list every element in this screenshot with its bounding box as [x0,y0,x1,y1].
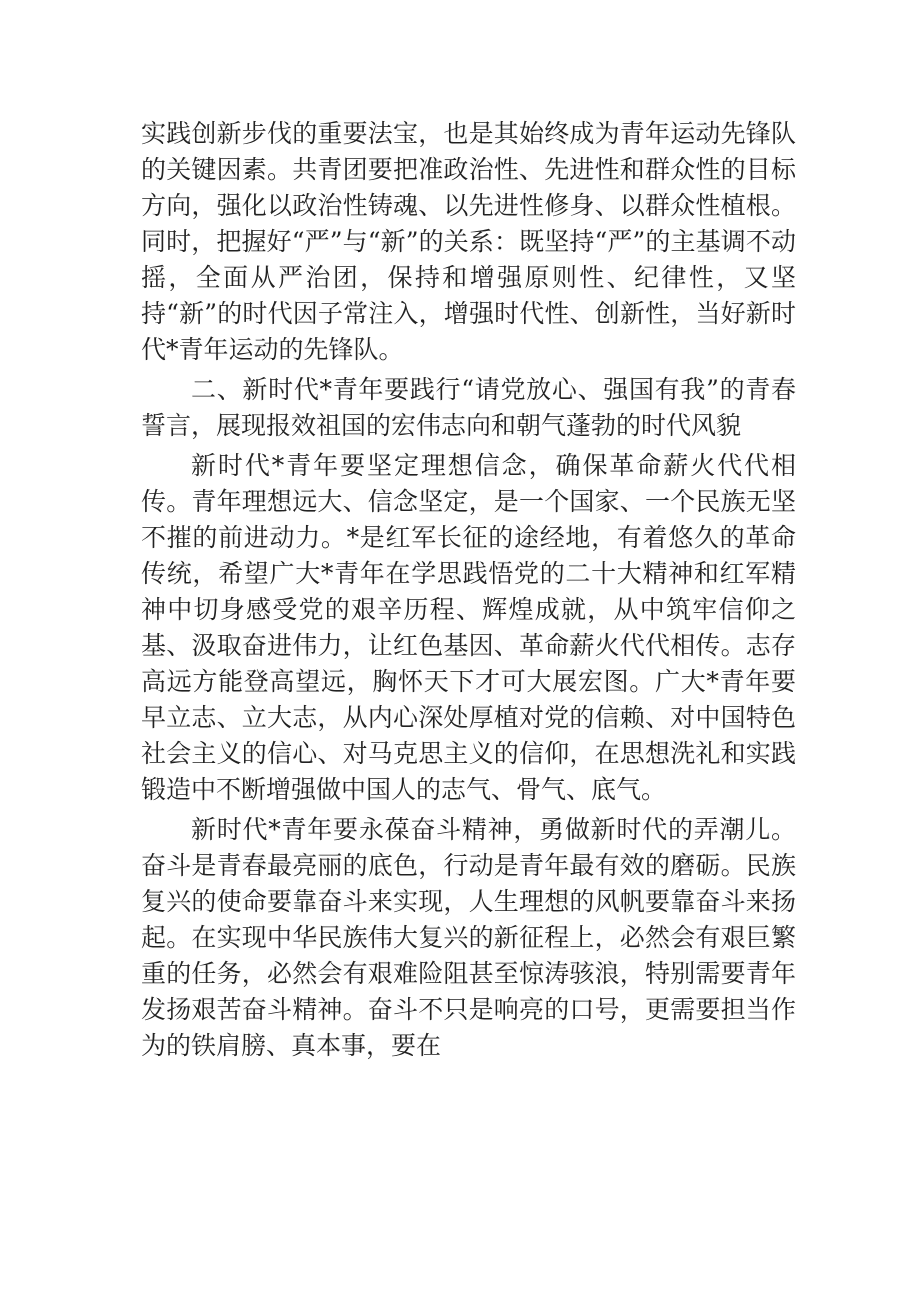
paragraph-struggle: 新时代*青年要永葆奋斗精神，勇做新时代的弄潮儿。奋斗是青春最亮丽的底色，行动是青年最有效的磨砺。民族复兴的使命要靠奋斗来实现，人生理想的风帆要靠奋斗来扬起。在实现中华民族伟大复兴的新征程上，必然会有艰巨繁重的任务，必然会有艰难险阻甚至惊涛骇浪，特别需要青年发扬艰苦奋斗精神。奋斗不只是响亮的口号，更需要担当作为的铁肩膀、真本事，要在 [141,815,796,1060]
paragraph-ideals: 新时代*青年要坚定理想信念，确保革命薪火代代相传。青年理想远大、信念坚定，是一个国家、一个民族无坚不摧的前进动力。*是红军长征的途经地，有着悠久的革命传统，希望广大*青年在学思践悟党的二十大精神和红军精神中切身感受党的艰辛历程、辉煌成就，从中筑牢信仰之基、汲取奋进伟力，让红色基因、革命薪火代代相传。志存高远方能登高望远，胸怀天下才可大展宏图。广大*青年要早立志、立大志，从内心深处厚植对党的信赖、对中国特色社会主义的信心、对马克思主义的信仰，在思想洗礼和实践锻造中不断增强做中国人的志气、骨气、底气。 [141,451,796,804]
document-body [141,116,796,1064]
section-heading: 二、新时代*青年要践行“请党放心、强国有我”的青春誓言，展现报效祖国的宏伟志向和朝气蓬勃的时代风貌 [141,375,796,440]
paragraph-continued: 实践创新步伐的重要法宝，也是其始终成为青年运动先锋队的关键因素。共青团要把准政治性、先进性和群众性的目标方向，强化以政治性铸魂、以先进性修身、以群众性植根。同时，把握好“严”与“新”的关系：既坚持“严”的主基调不动摇，全面从严治团，保持和增强原则性、纪律性，又坚持“新”的时代因子常注入，增强时代性、创新性，当好新时代*青年运动的先锋队。 [141,119,796,364]
